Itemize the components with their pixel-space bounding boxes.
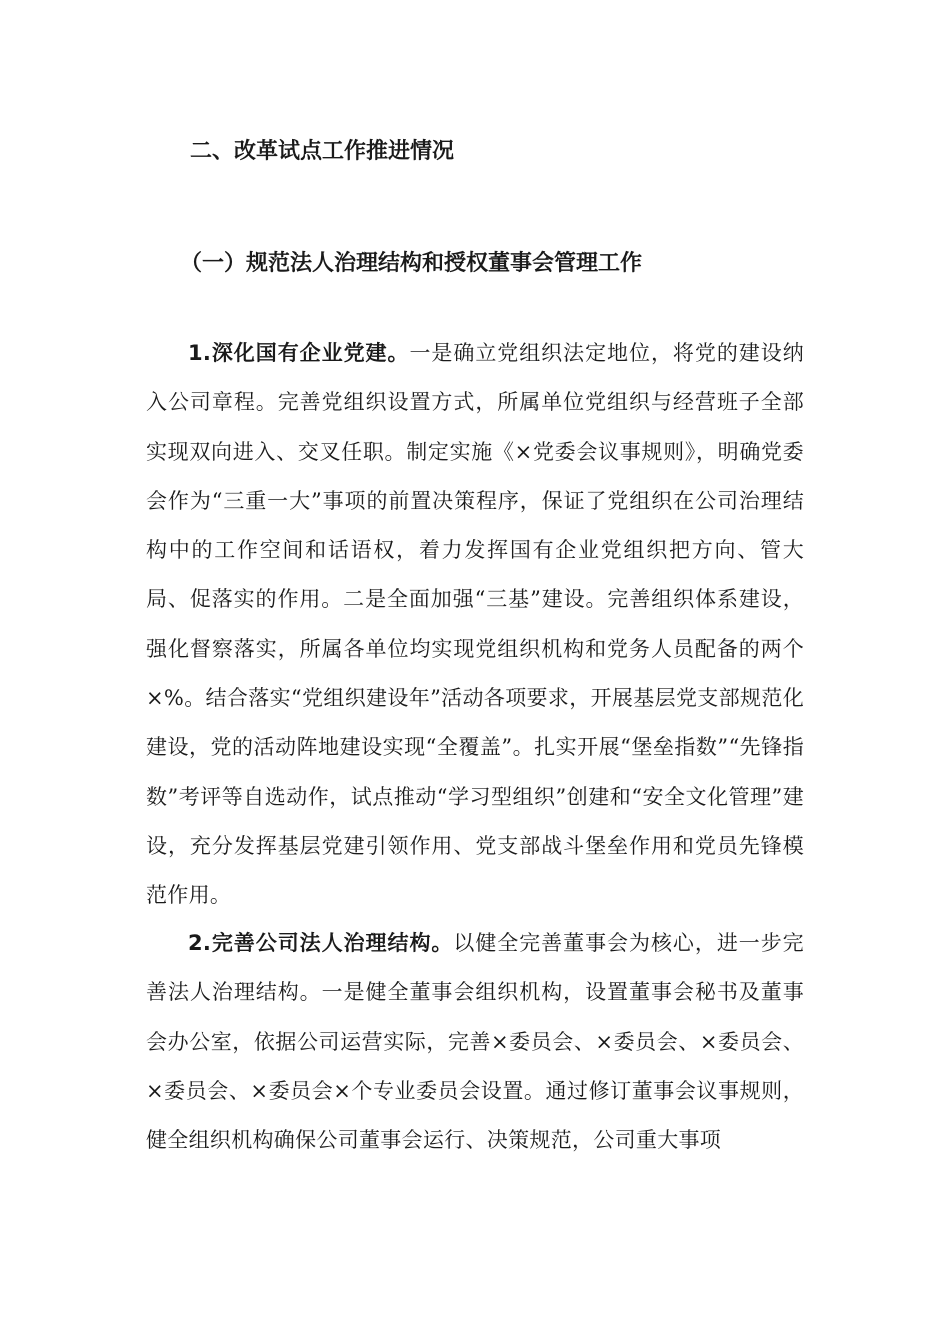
- paragraph-body: 以健全完善董事会为核心，进一步完善法人治理结构。一是健全董事会组织机构，设置董事会秘书及董事会办公室，依据公司运营实际，完善×委员会、×委员会、×委员会、×委员会、×委员会×个专业委员会设置。通过修订董事会议事规则，健全组织机构确保公司董事会运行、决策规范，公司重大事项: [146, 931, 804, 1153]
- paragraph-party-building: [146, 329, 804, 921]
- section-heading: 二、改革试点工作推进情况: [190, 139, 455, 164]
- subsection-heading: （一）规范法人治理结构和授权董事会管理工作: [180, 251, 643, 276]
- paragraph-governance: [146, 919, 804, 1165]
- paragraph-body: 一是确立党组织法定地位，将党的建设纳入公司章程。完善党组织设置方式，所属单位党组织与经营班子全部实现双向进入、交叉任职。制定实施《×党委会议事规则》，明确党委会作为“三重一大”事项的前置决策程序，保证了党组织在公司治理结构中的工作空间和话语权，着力发挥国有企业党组织把方向、管大局、促落实的作用。二是全面加强“三基”建设。完善组织体系建设，强化督察落实，所属各单位均实现党组织机构和党务人员配备的两个×%。结合落实“党组织建设年”活动各项要求，开展基层党支部规范化建设，党的活动阵地建设实现“全覆盖”。扎实开展“堡垒指数”“先锋指数”考评等自选动作，试点推动“学习型组织”创建和“安全文化管理”建设，充分发挥基层党建引领作用、党支部战斗堡垒作用和党员先锋模范作用。: [146, 341, 804, 908]
- paragraph-lead: 1.深化国有企业党建。: [188, 341, 410, 365]
- paragraph-lead: 2.完善公司法人治理结构。: [188, 931, 454, 955]
